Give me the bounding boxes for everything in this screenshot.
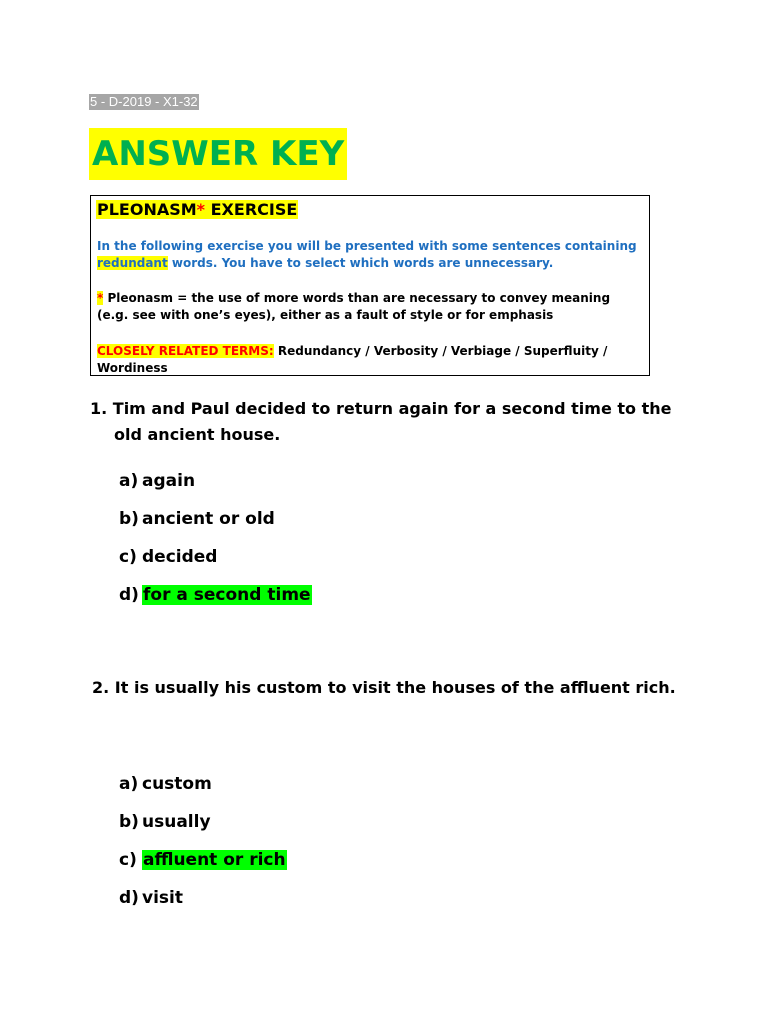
definition-text: Pleonasm = the use of more words than are necessary to convey meaning (e.g. see with one’s eyes), either as a fault of style or for emphasis xyxy=(97,291,611,322)
option-letter: b) xyxy=(119,812,139,832)
question-2-option-d[interactable] xyxy=(119,887,183,909)
question-2-option-a[interactable] xyxy=(119,773,212,795)
option-letter: c) xyxy=(119,547,137,567)
option-letter: d) xyxy=(119,585,139,605)
option-text: usually xyxy=(142,812,211,832)
intro-after: words. You have to select which words are unnecessary. xyxy=(167,256,554,270)
option-letter: b) xyxy=(119,509,139,529)
related-terms-label: CLOSELY RELATED TERMS: xyxy=(97,344,274,358)
definition-asterisk: * xyxy=(97,291,104,305)
heading-rest: EXERCISE xyxy=(205,200,298,219)
question-1-option-a[interactable] xyxy=(119,470,195,492)
exercise-instructions xyxy=(97,238,642,272)
correct-answer-highlight: affluent or rich xyxy=(143,850,286,870)
question-2-option-b[interactable] xyxy=(119,811,211,833)
question-1-text: 1. Tim and Paul decided to return again for a second time to the old ancient house. xyxy=(90,399,672,444)
exercise-info-box xyxy=(90,195,650,376)
document-id: 5 - D-2019 - X1-32 xyxy=(90,94,198,109)
question-2-text: 2. It is usually his custom to visit the houses of the affluent rich. xyxy=(92,678,676,697)
option-letter: d) xyxy=(119,888,139,908)
option-letter: c) xyxy=(119,850,137,870)
question-1-option-d[interactable] xyxy=(119,584,312,606)
option-text: again xyxy=(142,471,196,491)
question-2 xyxy=(90,675,680,701)
question-1 xyxy=(90,396,680,448)
pleonasm-definition xyxy=(97,290,642,324)
heading-asterisk: * xyxy=(196,200,206,219)
option-letter: a) xyxy=(119,774,139,794)
question-2-option-c[interactable] xyxy=(119,849,287,871)
intro-before: In the following exercise you will be presented with some sentences containing xyxy=(97,239,637,253)
related-terms xyxy=(97,343,642,377)
heading-word: PLEONASM xyxy=(97,200,197,219)
question-1-option-b[interactable] xyxy=(119,508,275,530)
page-title: ANSWER KEY xyxy=(89,128,347,180)
correct-answer-highlight: for a second time xyxy=(143,585,311,605)
option-text: ancient or old xyxy=(142,509,275,529)
question-1-option-c[interactable] xyxy=(119,546,217,568)
exercise-heading xyxy=(96,199,298,221)
option-text: custom xyxy=(142,774,212,794)
intro-highlight-word: redundant xyxy=(97,256,168,270)
option-letter: a) xyxy=(119,471,139,491)
option-text: visit xyxy=(142,888,183,908)
related-terms-list: Redundancy / Verbosity / Verbiage / Superfluity / Wordiness xyxy=(97,344,608,375)
option-text: decided xyxy=(142,547,218,567)
